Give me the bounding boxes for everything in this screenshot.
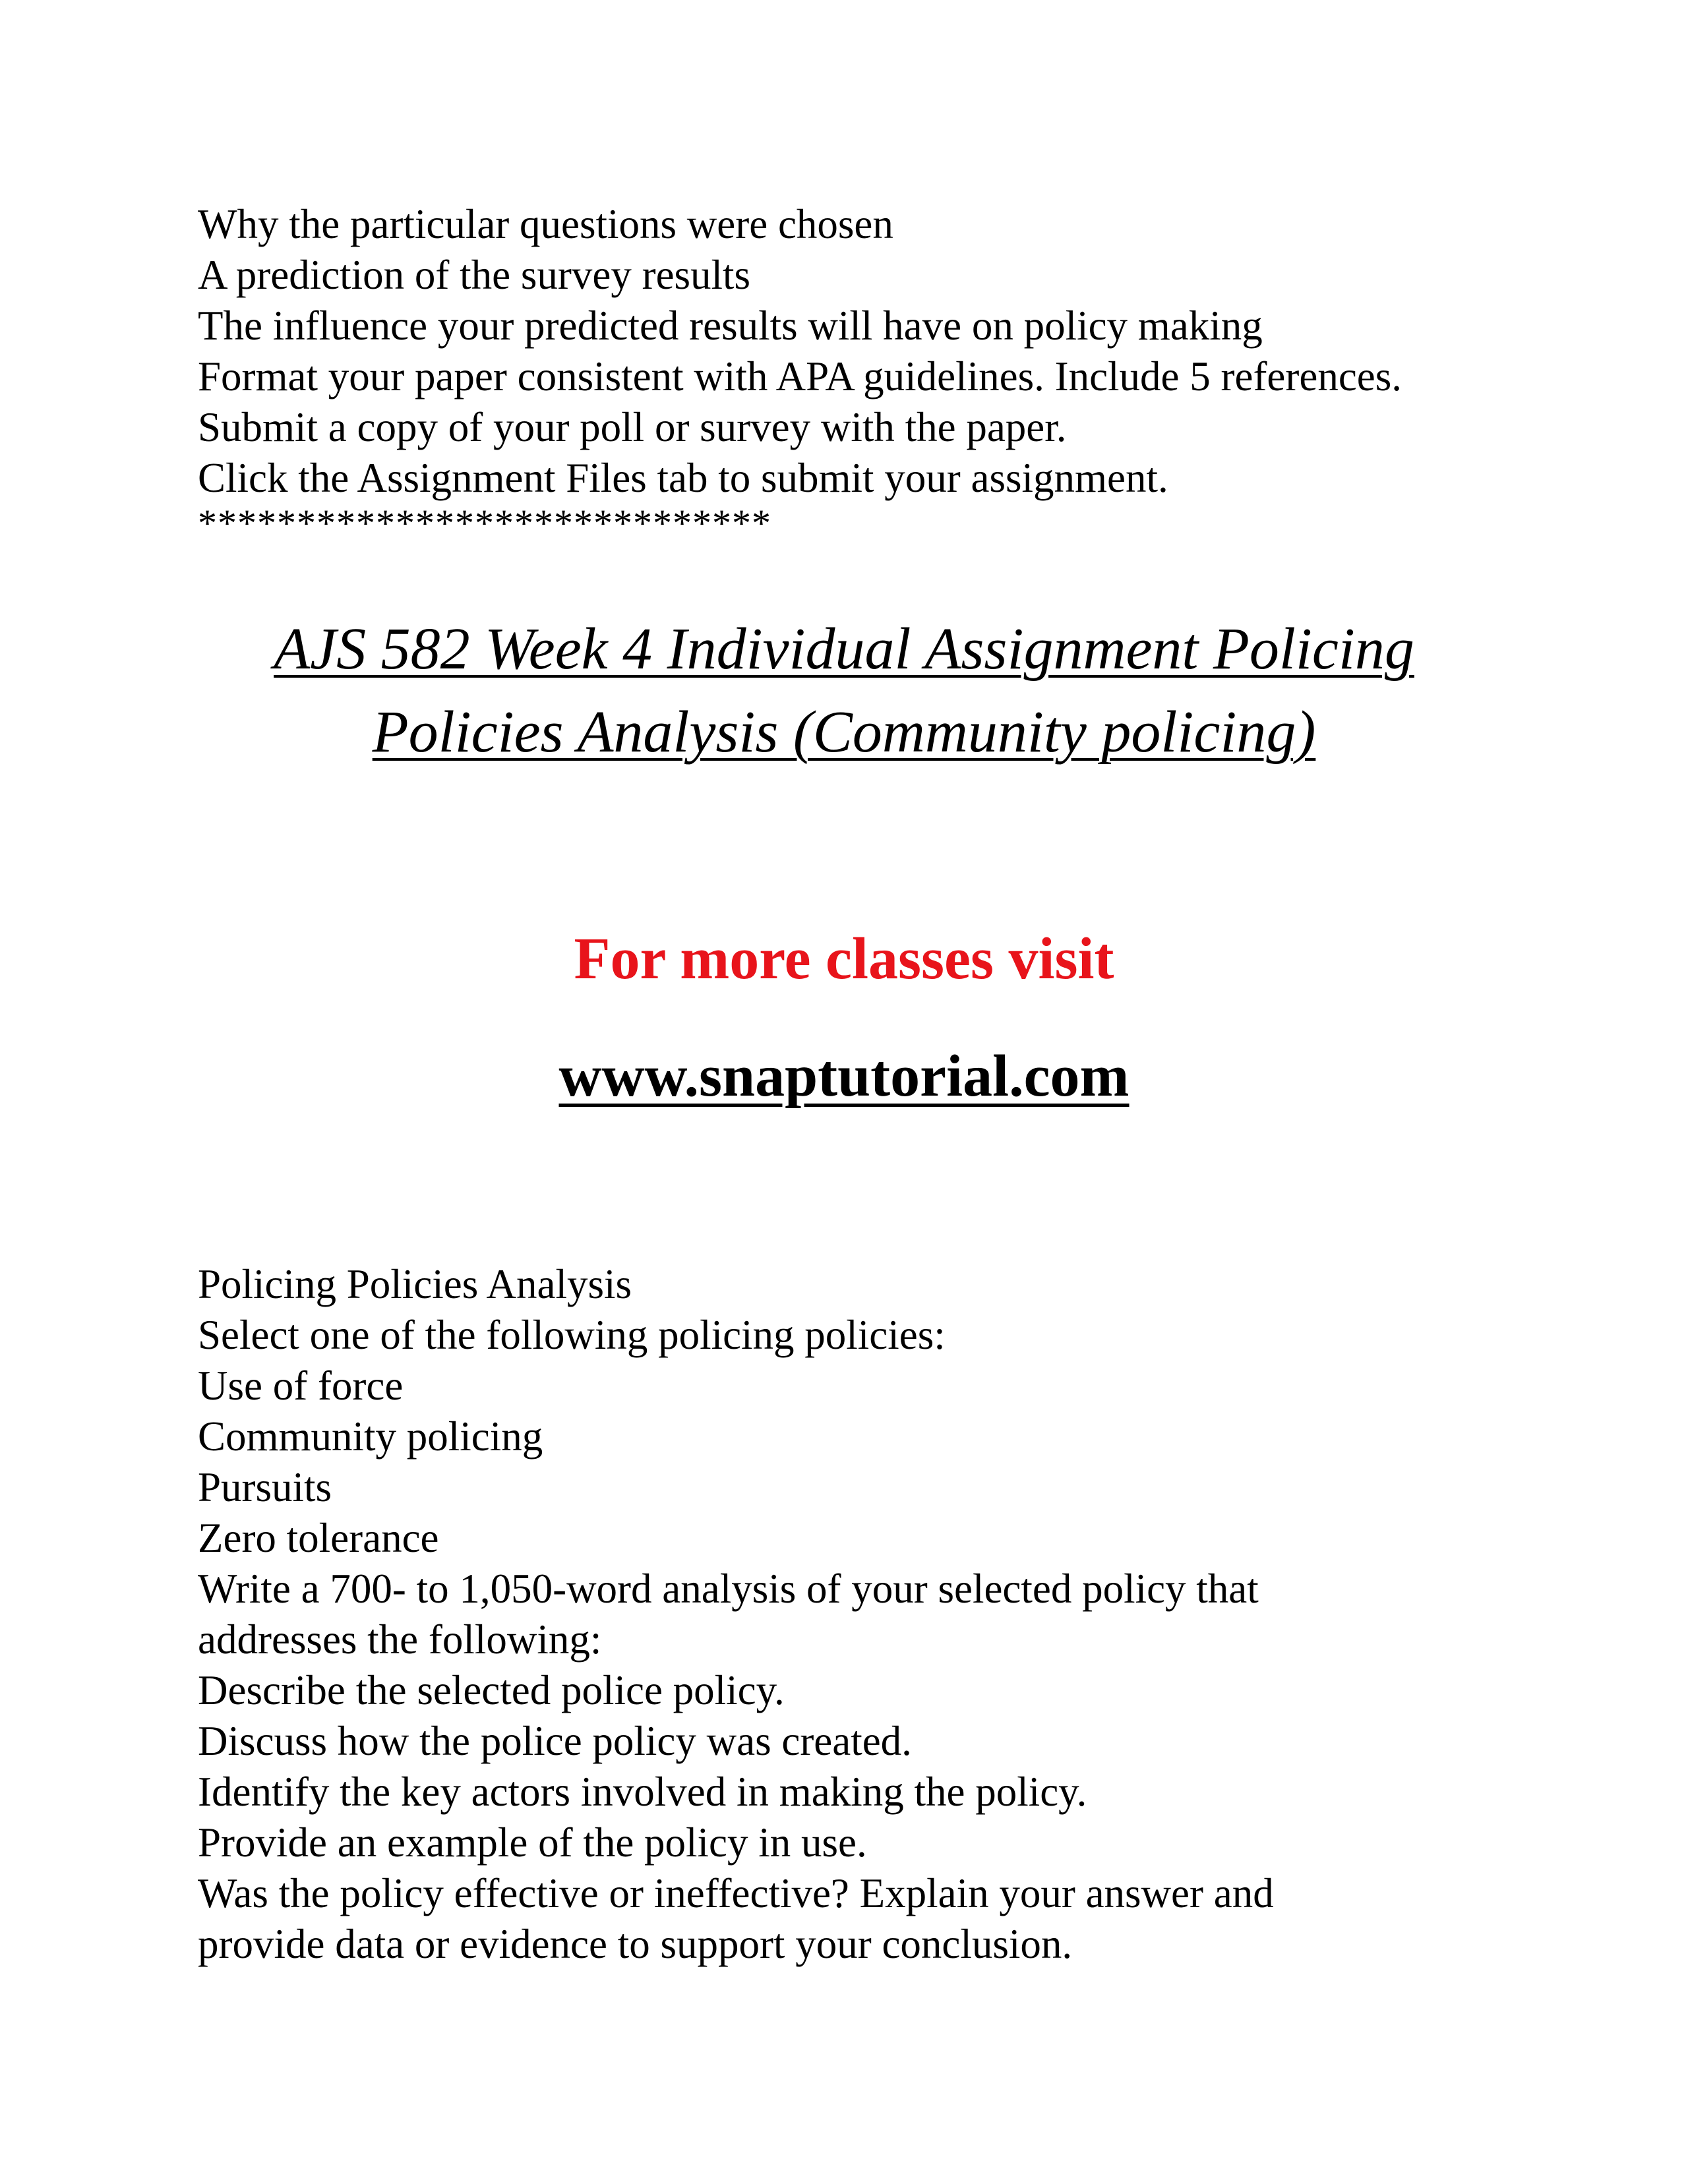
asterisk-separator: ***************************** xyxy=(198,502,771,545)
text-line: provide data or evidence to support your conclusion. xyxy=(198,1921,1073,1967)
website-link-container xyxy=(0,1040,1688,1113)
text-line: Identify the key actors involved in making the policy. xyxy=(198,1769,1087,1815)
text-line: Select one of the following policing policies: xyxy=(198,1312,946,1358)
promo-heading: For more classes visit xyxy=(574,926,1114,991)
text-line: Describe the selected police policy. xyxy=(198,1667,785,1713)
text-line: Provide an example of the policy in use. xyxy=(198,1819,867,1866)
text-line: Write a 700- to 1,050-word analysis of your selected policy that xyxy=(198,1566,1259,1612)
text-line: Use of force xyxy=(198,1363,404,1409)
text-line: Was the policy effective or ineffective? Explain your answer and xyxy=(198,1870,1274,1916)
text-line: A prediction of the survey results xyxy=(198,252,751,298)
text-line: Pursuits xyxy=(198,1464,332,1510)
text-line: Discuss how the police policy was created. xyxy=(198,1718,912,1764)
text-line: Click the Assignment Files tab to submit your assignment. xyxy=(198,455,1168,501)
title-line-1[interactable]: AJS 582 Week 4 Individual Assignment Policing xyxy=(274,616,1414,682)
website-link[interactable]: www.snaptutorial.com xyxy=(558,1044,1130,1109)
text-line: Zero tolerance xyxy=(198,1515,439,1561)
text-line: Community policing xyxy=(198,1413,543,1460)
title-line-2[interactable]: Policies Analysis (Community policing) xyxy=(372,699,1316,765)
text-line: The influence your predicted results will have on policy making xyxy=(198,303,1263,349)
text-line: Why the particular questions were chosen xyxy=(198,201,893,247)
assignment-requirements-continued xyxy=(198,199,1582,543)
text-line: Policing Policies Analysis xyxy=(198,1261,632,1307)
text-line: addresses the following: xyxy=(198,1616,602,1663)
assignment-description xyxy=(198,1259,1582,1970)
text-line: Format your paper consistent with APA guidelines. Include 5 references. xyxy=(198,353,1402,399)
assignment-title[interactable] xyxy=(171,608,1517,774)
text-line: Submit a copy of your poll or survey with the paper. xyxy=(198,404,1067,450)
